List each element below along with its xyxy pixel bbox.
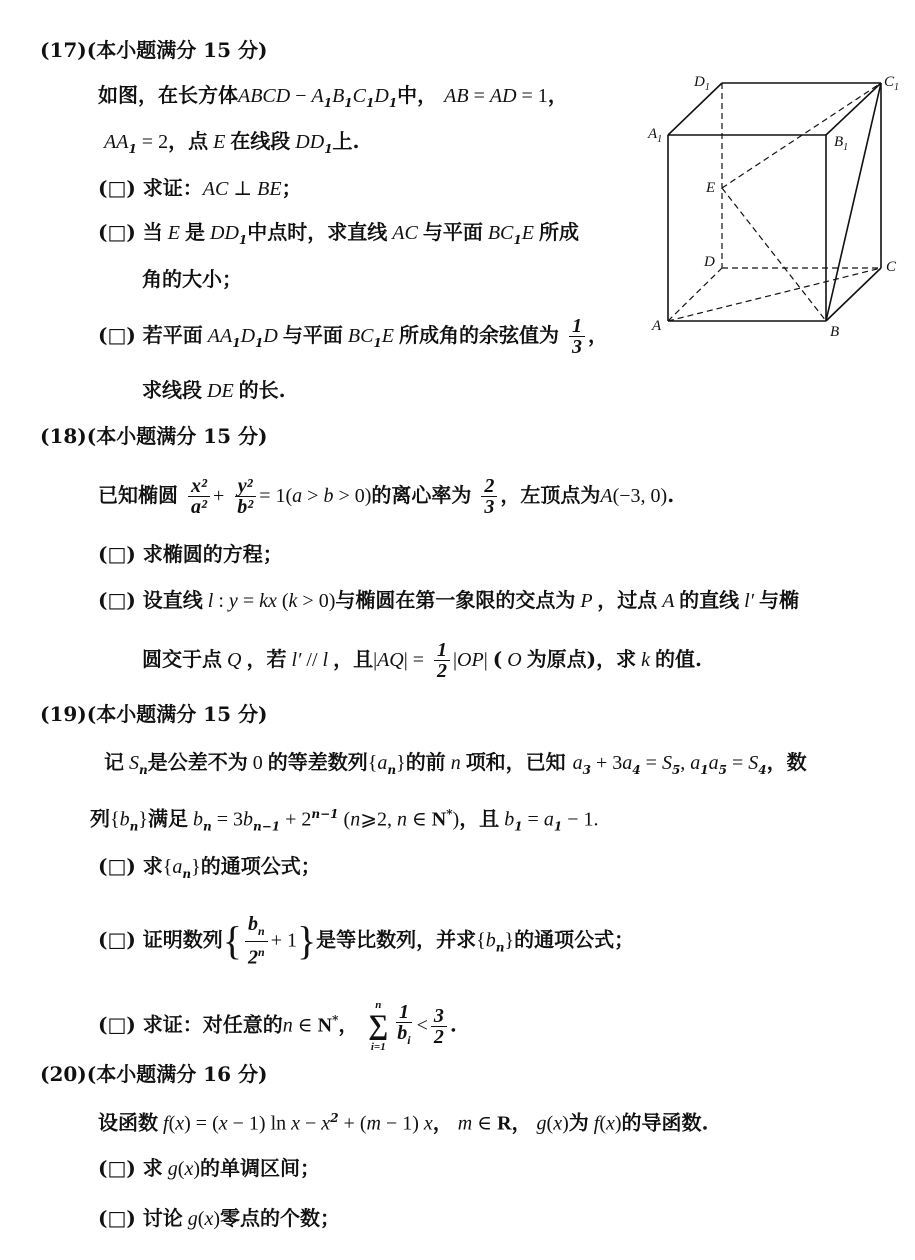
label-C: C xyxy=(886,259,897,275)
edge-B1C1 xyxy=(826,83,881,135)
edge-AD xyxy=(668,268,722,321)
label-B: B xyxy=(830,324,840,340)
q17-part1: (□) 求证：AC ⊥ BE； xyxy=(98,176,302,200)
q18-part2-cont: 圆交于点 Q ，若 l′ // l ，且|AQ| = $\frac{1}{2}$ |OP| ( O 为原点)，求 k 的值. xyxy=(142,639,702,682)
q17-part2: (□) 当 E 是 $DD_1$中点时，求直线 AC 与平面 $BC_1E$ 所成 xyxy=(98,220,579,247)
q17-header: (17)(本小题满分 15 分) xyxy=(40,38,268,62)
q20-part1: (□) 求 g(x)的单调区间； xyxy=(98,1156,321,1180)
q18-part2: (□) 设直线 l : y = kx (k > 0)与椭圆在第一象限的交点为 P ，过点 A 的直线 l′ 与椭 xyxy=(98,588,800,612)
q18-part1: (□) 求椭圆的方程； xyxy=(98,542,283,566)
q19-part2: (□) 证明数列{ $\frac{b_n}{2^n}$ + 1}是等比数列，并求$\{b_n\}$的通项公式； xyxy=(98,913,635,969)
label-B1: $B_1$ xyxy=(834,134,849,153)
edge-A1D1 xyxy=(668,83,722,135)
diag-AC xyxy=(668,268,881,321)
q18-header: (18)(本小题满分 15 分) xyxy=(40,424,268,448)
seg-EB xyxy=(722,188,826,321)
q17-stem-line2: $AA_1 = 2$，点 E 在线段 $DD_1$上. xyxy=(104,129,360,156)
q20-header: (20)(本小题满分 16 分) xyxy=(40,1062,268,1086)
label-A1: $A_1$ xyxy=(648,126,663,145)
q18-stem: 已知椭圆 $\frac{\text{x²}}{\text{a²}}$ + $\frac{\text{y²}}{\text{b²}}$ = 1(a > b > 0)的离心率为 $\frac{2}{3}$ ，左顶点为A(−3, 0). xyxy=(98,475,675,518)
label-A: A xyxy=(652,318,662,334)
q19-header: (19)(本小题满分 15 分) xyxy=(40,702,268,726)
q20-stem: 设函数 f(x) = (x − 1) $\ln x - x^2 + (m - 1)$ x， m ∈ R， g(x)为 f(x)的导函数. xyxy=(98,1110,709,1135)
q20-part2: (□) 讨论 g(x)零点的个数； xyxy=(98,1206,341,1230)
q19-part3: (□) 求证：对任意的n ∈ N*， n ∑ i=1 $\frac{1}{b_i}$ < $\frac{3}{2}$ . xyxy=(98,999,457,1053)
edge-BC1 xyxy=(826,83,881,321)
q17-stem-line1: 如图，在长方体ABCD − $A_1B_1C_1D_1$中， AB = AD = 1， xyxy=(98,83,568,110)
q17-part2-cont: 角的大小； xyxy=(142,267,242,291)
q19-stem-line2: 列$\{b_n\}$满足 $b_n = 3b_{n-1} + 2^{n-1}$ (n⩾2, n ∈ N*)，且 $b_1 = a_1 - 1$. xyxy=(90,806,599,834)
edge-BC xyxy=(826,268,881,321)
cosine-fraction: $\frac{1}{3}$ xyxy=(569,316,585,357)
cuboid-figure xyxy=(648,68,898,338)
q17-part3: (□) 若平面 $AA_1D_1D$ 与平面 $BC_1E$ 所成角的余弦值为 $\frac{1}{3}$ ， xyxy=(98,315,608,358)
label-C1: $C_1$ xyxy=(884,74,900,93)
label-D1: $D_1$ xyxy=(694,74,710,93)
q19-part1: (□) 求$\{a_n\}$的通项公式； xyxy=(98,854,321,881)
q19-stem-line1: 记 $S_n$是公差不为 0 的等差数列$\{a_n\}$的前 n 项和，已知 $a_3 + 3a_4 = S_5$, $a_1a_5 = S_4$，数 xyxy=(104,750,807,777)
label-D: D xyxy=(704,254,715,270)
label-E: E xyxy=(706,180,716,196)
q17-part3-cont: 求线段 DE 的长. xyxy=(142,378,286,402)
